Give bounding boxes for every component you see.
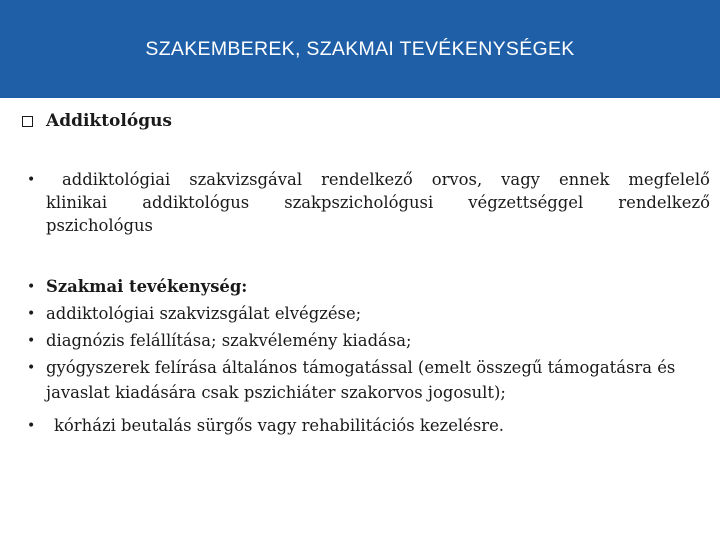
page-title: SZAKEMBEREK, SZAKMAI TEVÉKENYSÉGEK <box>145 38 575 60</box>
list-item: gyógyszerek felírása általános támogatással (emelt összegű támogatásra és <box>46 358 676 377</box>
definition-paragraph <box>46 168 710 237</box>
word: ennek <box>558 170 610 189</box>
bullet-icon: • <box>27 333 36 349</box>
list-item-continuation: javaslat kiadására csak pszichiáter szakorvos jogosult); <box>46 383 506 402</box>
definition-line-2 <box>46 191 710 214</box>
list-item: diagnózis felállítása; szakvélemény kiadása; <box>46 331 412 350</box>
word: vagy <box>501 170 540 189</box>
word: végzettséggel <box>468 193 584 212</box>
title-bar <box>0 0 720 98</box>
word: szakpszichológusi <box>284 193 434 212</box>
word: addiktológus <box>142 193 250 212</box>
bullet-icon: • <box>27 360 36 376</box>
bullet-icon: • <box>27 172 36 188</box>
word: orvos, <box>431 170 483 189</box>
list-item: addiktológiai szakvizsgálat elvégzése; <box>46 304 362 323</box>
word: klinikai <box>46 193 108 212</box>
definition-line-1 <box>46 168 710 191</box>
definition-line-3: pszichológus <box>46 216 153 235</box>
bullet-icon: • <box>27 306 36 322</box>
word: rendelkező <box>321 170 413 189</box>
list-item: kórházi beutalás sürgős vagy rehabilitációs kezelésre. <box>54 416 504 435</box>
activities-heading: Szakmai tevékenység: <box>46 277 248 296</box>
bullet-icon: • <box>27 279 36 295</box>
word: megfelelő <box>628 170 710 189</box>
word: rendelkező <box>618 193 710 212</box>
checkbox-bullet-icon <box>22 116 33 127</box>
bullet-icon: • <box>27 418 36 434</box>
word: szakvizsgával <box>189 170 303 189</box>
word: addiktológiai <box>62 170 171 189</box>
section-heading: Addiktológus <box>46 111 173 131</box>
